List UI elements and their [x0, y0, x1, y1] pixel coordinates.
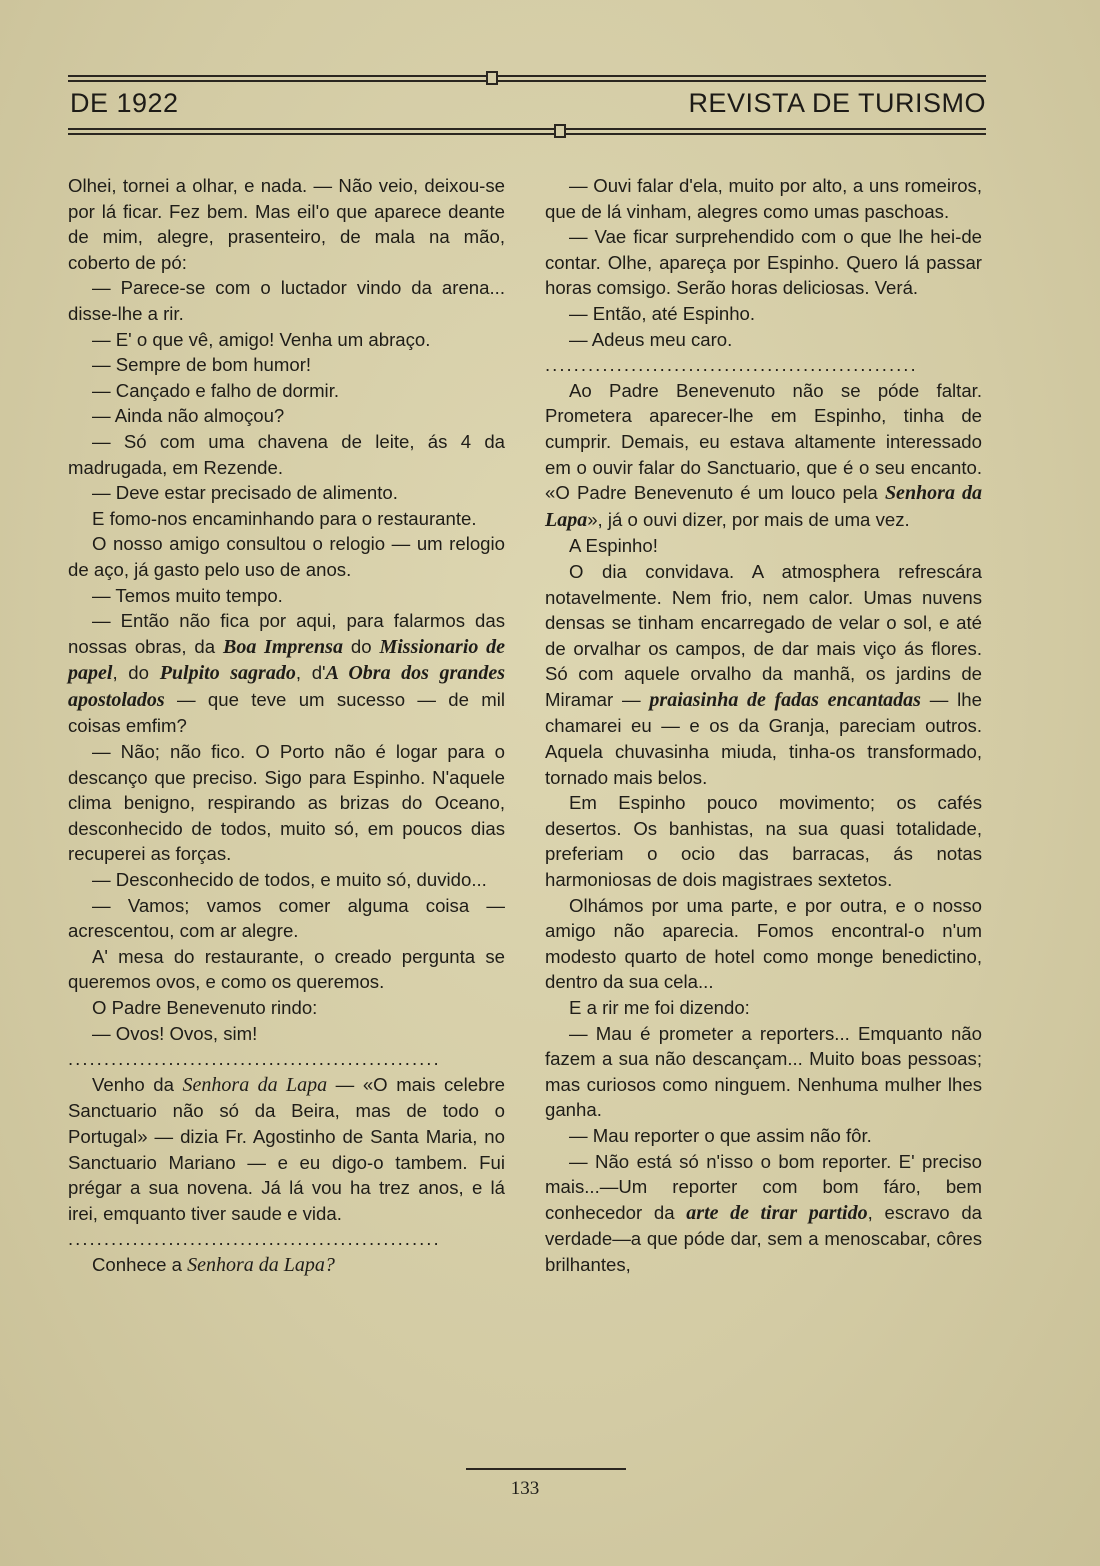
- italic-title: Missionario de papel: [68, 635, 505, 685]
- italic-title: A Obra dos grandes apostolados: [68, 662, 506, 711]
- paragraph: [545, 1149, 982, 1278]
- dotted-separator: ....................................................: [68, 1048, 441, 1070]
- dotted-separator: ....................................................: [68, 1228, 441, 1250]
- text-run: — Não está só n'isso o bom reporter. E' preciso mais...—Um reporter com bom fáro, bem conhecedor da: [545, 1150, 982, 1223]
- paragraph: O Padre Benevenuto rindo:: [92, 997, 318, 1018]
- paragraph: — Temos muito tempo.: [92, 584, 283, 606]
- text-run: — «O mais celebre Sanctuario não só da Beira, mas de todo o Portugal» — dizia Fr. Agostinho de Santa Maria, no Sanctuario Mariano — e eu digo-o tambem. Fui prégar a sua novena. Já lá vou ha trez anos, e lá irei, emquanto tiver saude e vida.: [68, 1073, 505, 1224]
- paragraph: — Vae ficar surprehendido com o que lhe hei-de contar. Olhe, apareça por Espinho. Quero lá passar horas comsigo. Serão horas deliciosas. Verá.: [545, 226, 982, 299]
- text-run: , escravo da verdade—a que póde dar, sem a menoscabar, côres brilhantes,: [545, 1201, 983, 1275]
- text-run: — Então não fica por aqui, para falarmos das nossas obras, da: [68, 610, 505, 657]
- italic-title: Boa Imprensa: [222, 635, 343, 658]
- paragraph: — Sempre de bom humor!: [92, 354, 312, 376]
- text-run: O dia convidava. A atmosphera refrescára notavelmente. Nem frio, nem calor. Umas nuvens densas se tinham encarregado de velar o sol, e até de orvalhar os campos, de dar mais viço ás flores. Só com aquele orvalho da manhã, os jardins de Miramar —: [545, 560, 982, 710]
- paragraph: Em Espinho pouco movimento; os cafés desertos. Os banhistas, na sua quasi totalidade, preferiam o ocio das barracas, ás notas harmoniosas de dois magistraes sextetos.: [545, 792, 982, 891]
- paragraph: — Vamos; vamos comer alguma coisa —acrescentou, com ar alegre.: [68, 894, 505, 942]
- text-run: », já o ouvi dizer, por mais de uma vez.: [587, 508, 910, 530]
- italic-title: Senhora da Lapa?: [187, 1253, 335, 1276]
- paragraph: — Adeus meu caro.: [569, 328, 733, 350]
- text-run: , d': [295, 662, 326, 684]
- header-top-rule: [68, 73, 986, 85]
- text-run: Venho da: [92, 1073, 183, 1095]
- paragraph: — E' o que vê, amigo! Venha um abraço.: [92, 328, 431, 350]
- italic-title: Senhora da Lapa: [545, 482, 983, 531]
- paragraph: — Ainda não almoçou?: [92, 405, 285, 427]
- paragraph: [545, 378, 982, 534]
- paragraph: Olhei, tornei a olhar, e nada. — Não veio, deixou-se por lá ficar. Fez bem. Mas eil'o que aparece deante de mim, alegre, prasenteiro, de mala na mão, coberto de pó:: [68, 175, 505, 273]
- paragraph: — Ovos! Ovos, sim!: [92, 1022, 258, 1044]
- text-run: do: [342, 635, 380, 657]
- dotted-separator: ....................................................: [545, 354, 918, 376]
- page-number: 133: [510, 1478, 540, 1499]
- paragraph: — Deve estar precisado de alimento.: [92, 482, 398, 504]
- italic-title: arte de tirar partido: [686, 1201, 868, 1224]
- right-column: [545, 173, 982, 1278]
- paragraph: Olhámos por uma parte, e por outra, e o nosso amigo não aparecia. Fomos encontral-o n'um modesto quarto de hotel como monge benedictino, dentro da sua cela...: [545, 894, 982, 993]
- text-run: Conhece a: [92, 1253, 188, 1275]
- text-run: — que teve um sucesso — de mil coisas emfim?: [68, 688, 505, 737]
- paragraph: O nosso amigo consultou o relogio — um relogio de aço, já gasto pelo uso de anos.: [68, 533, 505, 580]
- page-number-rule: [466, 1468, 626, 1470]
- paragraph: [68, 608, 505, 739]
- italic-title: Senhora da Lapa: [182, 1073, 328, 1096]
- paragraph: [68, 1072, 505, 1227]
- text-run: , do: [112, 662, 160, 684]
- paragraph: [68, 1252, 505, 1279]
- header-title: REVISTA DE TURISMO: [688, 88, 986, 118]
- paragraph: A' mesa do restaurante, o creado pergunta se queremos ovos, e como os queremos.: [68, 945, 505, 993]
- italic-title: Pulpito sagrado: [159, 662, 296, 685]
- paragraph: [545, 559, 982, 790]
- paragraph: — Desconhecido de todos, e muito só, duvido...: [92, 869, 487, 891]
- paragraph: — Só com uma chavena de leite, ás 4 da madrugada, em Rezende.: [68, 430, 505, 478]
- paragraph: A Espinho!: [569, 535, 658, 557]
- paragraph: — Parece-se com o luctador vindo da arena... disse-lhe a rir.: [68, 277, 505, 324]
- header-date: DE 1922: [70, 88, 179, 118]
- paragraph: — Não; não fico. O Porto não é logar para o descanço que preciso. Sigo para Espinho. N'aquele clima benigno, respirando as brizas do Oceano, desconhecido de todos, muito só, em poucos dias recuperei as forças.: [68, 741, 505, 865]
- paragraph: E fomo-nos encaminhando para o restaurante.: [92, 507, 477, 529]
- paragraph: — Mau reporter o que assim não fôr.: [569, 1124, 872, 1146]
- header-bottom-rule: [68, 126, 986, 138]
- paragraph: — Cançado e falho de dormir.: [92, 379, 340, 401]
- text-run: Ao Padre Benevenuto não se póde faltar. Prometera aparecer-lhe em Espinho, tinha de cumprir. Demais, eu estava altamente interessado em o ouvir falar do Sanctuario, que é o seu encanto. «O Padre Benevenuto é um louco pela: [545, 379, 982, 504]
- paragraph: E a rir me foi dizendo:: [569, 997, 750, 1018]
- paragraph: — Então, até Espinho.: [569, 302, 756, 324]
- paragraph: — Ouvi falar d'ela, muito por alto, a uns romeiros, que de lá vinham, alegres como umas paschoas.: [545, 175, 982, 222]
- text-run: — lhe chamarei eu — e os da Granja, pareciam outros. Aquela chuvasinha miuda, tinha-os transformado, tornado mais belos.: [545, 688, 982, 788]
- italic-title: praiasinha de fadas encantadas: [649, 688, 921, 711]
- left-column: [68, 173, 505, 1279]
- paragraph: — Mau é prometer a reporters... Emquanto não fazem a sua não descançam... Muito boas pessoas; mas curiosos como ninguem. Nenhuma mulher lhes ganha.: [545, 1022, 982, 1121]
